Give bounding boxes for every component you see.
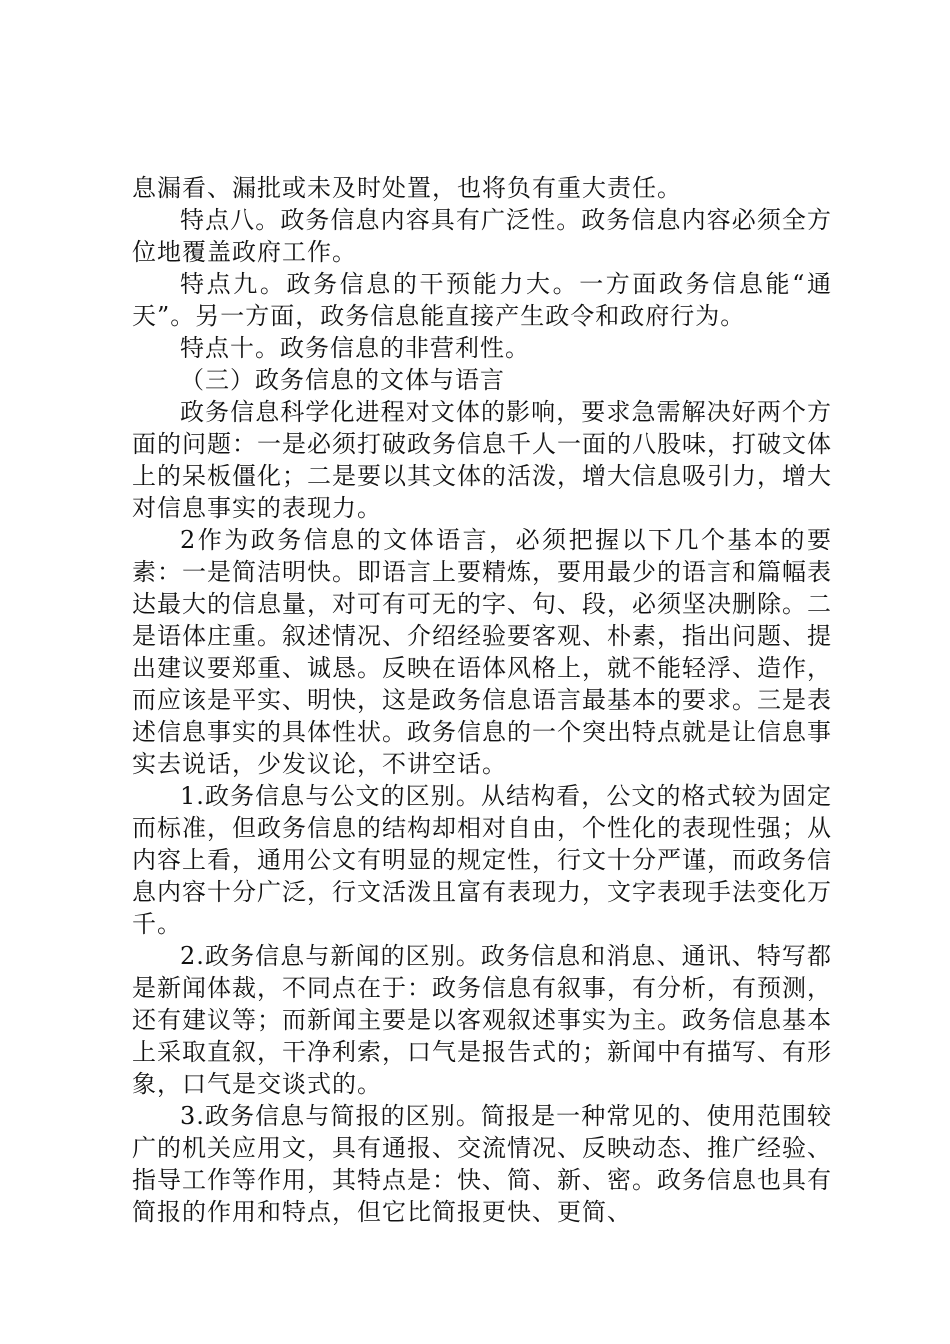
paragraph-vs-official-docs: 1.政务信息与公文的区别。从结构看，公文的格式较为固定而标准，但政务信息的结构却相对自由，个性化的表现性强；从内容上看，通用公文有明显的规定性，行文十分严谨，而政务信息内容十分广泛，行文活泼且富有表现力，文字表现手法变化万千。	[132, 782, 832, 938]
paragraph-style-impact: 政务信息科学化进程对文体的影响，要求急需解决好两个方面的问题：一是必须打破政务信息千人一面的八股味，打破文体上的呆板僵化；二是要以其文体的活泼，增大信息吸引力，增大对信息事实的表现力。	[132, 398, 832, 522]
section-heading: （三）政务信息的文体与语言	[180, 366, 505, 394]
paragraph-feature-eight: 特点八。政务信息内容具有广泛性。政务信息内容必须全方位地覆盖政府工作。	[132, 206, 832, 266]
paragraph-feature-ten: 特点十。政务信息的非营利性。	[180, 334, 530, 362]
document-body	[132, 172, 832, 1228]
paragraph-feature-nine: 特点九。政务信息的干预能力大。一方面政务信息能“通天”。另一方面，政务信息能直接产生政令和政府行为。	[132, 270, 832, 330]
paragraph-vs-news: 2.政务信息与新闻的区别。政务信息和消息、通讯、特写都是新闻体裁，不同点在于：政务信息有叙事，有分析，有预测，还有建议等；而新闻主要是以客观叙述事实为主。政务信息基本上采取直叙，干净利索，口气是报告式的；新闻中有描写、有形象，口气是交谈式的。	[132, 942, 832, 1098]
paragraph-language-elements: 2作为政务信息的文体语言，必须把握以下几个基本的要素：一是简洁明快。即语言上要精炼，要用最少的语言和篇幅表达最大的信息量，对可有可无的字、句、段，必须坚决删除。二是语体庄重。叙述情况、介绍经验要客观、朴素，指出问题、提出建议要郑重、诚恳。反映在语体风格上，就不能轻浮、造作，而应该是平实、明快，这是政务信息语言最基本的要求。三是表述信息事实的具体性状。政务信息的一个突出特点就是让信息事实去说话，少发议论，不讲空话。	[132, 526, 832, 778]
paragraph-vs-briefing: 3.政务信息与简报的区别。简报是一种常见的、使用范围较广的机关应用文，具有通报、交流情况、反映动态、推广经验、指导工作等作用，其特点是：快、简、新、密。政务信息也具有简报的作用和特点，但它比简报更快、更简、	[132, 1102, 832, 1226]
paragraph-continuation: 息漏看、漏批或未及时处置，也将负有重大责任。	[132, 174, 682, 202]
